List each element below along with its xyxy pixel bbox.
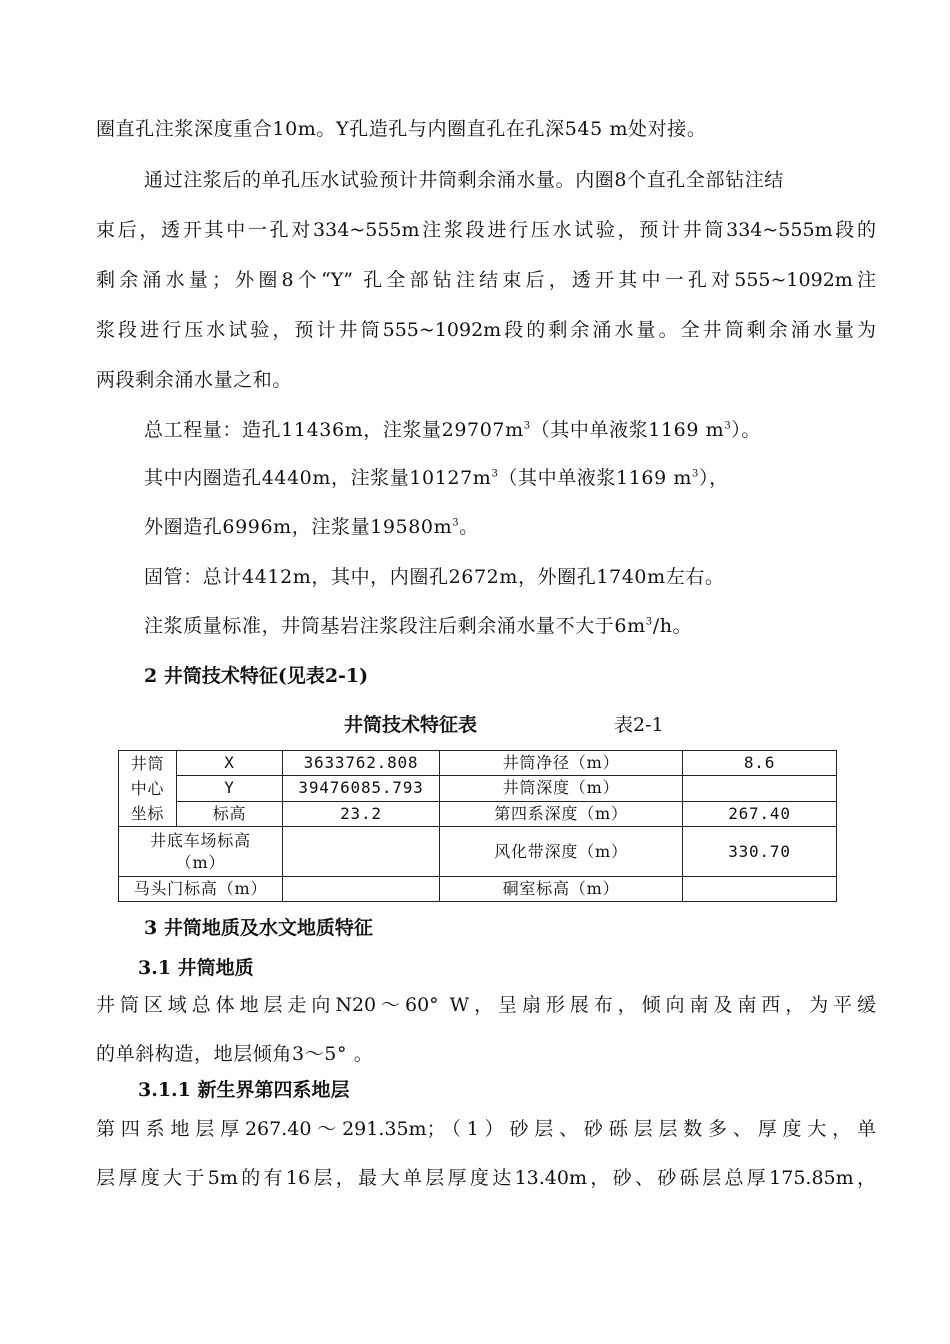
table-cell: 硐室标高（m） bbox=[440, 877, 683, 902]
table-cell: X bbox=[177, 751, 283, 776]
text-run: 总工程量：造孔11436m，注浆量29707m bbox=[144, 419, 524, 441]
table-cell bbox=[683, 877, 837, 902]
subsection-heading: 3.1.1 新生界第四系地层 bbox=[138, 1079, 350, 1101]
table-cell bbox=[283, 827, 440, 877]
table-cell: 井筒净径（m） bbox=[440, 751, 683, 776]
superscript: 3 bbox=[452, 517, 460, 529]
text-run: （其中单液浆1169 m bbox=[530, 419, 725, 441]
table-cell: Y bbox=[177, 776, 283, 801]
paragraph-line: 浆段进行压水试验，预计井筒555~1092m段的剩余涌水量。全井筒剩余涌水量为 bbox=[96, 319, 876, 341]
paragraph-line: 层厚度大于5m的有16层，最大单层厚度达13.40m，砂、砂砾层总厚175.85m， bbox=[96, 1167, 876, 1189]
table-row bbox=[119, 877, 837, 902]
table-title: 井筒技术特征表 bbox=[344, 714, 478, 736]
table-cell-line: 中心 bbox=[130, 779, 165, 798]
superscript: 3 bbox=[523, 420, 531, 432]
table-cell: 3633762.808 bbox=[283, 751, 440, 776]
table-cell: 8.6 bbox=[683, 751, 837, 776]
total-works-line bbox=[144, 418, 761, 442]
text-run: 注浆质量标准，井筒基岩注浆段注后剩余涌水量不大于6m bbox=[144, 615, 646, 637]
superscript: 3 bbox=[692, 468, 699, 480]
superscript: 3 bbox=[645, 616, 653, 628]
coordinate-group-label bbox=[119, 751, 177, 827]
table-row bbox=[119, 776, 837, 801]
text-run: /h。 bbox=[652, 615, 693, 637]
text-run: 其中内圈造孔4440m，注浆量10127m bbox=[144, 467, 492, 489]
table-cell: 第四系深度（m） bbox=[440, 801, 683, 826]
paragraph-line: 井筒区域总体地层走向N20～60° W，呈扇形展布，倾向南及南西，为平缓 bbox=[96, 994, 876, 1016]
section-heading: 2 井筒技术特征(见表2-1) bbox=[144, 665, 369, 687]
table-cell bbox=[119, 827, 283, 877]
table-cell bbox=[283, 877, 440, 902]
casing-line: 固管：总计4412m，其中，内圈孔2672m，外圈孔1740m左右。 bbox=[144, 566, 725, 588]
shaft-spec-table bbox=[118, 750, 837, 902]
table-cell: 23.2 bbox=[283, 801, 440, 826]
table-cell: 330.70 bbox=[683, 827, 837, 877]
table-cell: 39476085.793 bbox=[283, 776, 440, 801]
outer-ring-line bbox=[144, 515, 479, 539]
table-number: 表2-1 bbox=[614, 714, 664, 736]
text-run: （其中单液浆1169 m bbox=[498, 467, 693, 489]
text-run: ）。 bbox=[731, 419, 761, 441]
text-run: 。 bbox=[459, 516, 479, 538]
inner-ring-line bbox=[144, 466, 729, 490]
paragraph-line: 第四系地层厚267.40～291.35m；（1）砂层、砂砾层层数多、厚度大，单 bbox=[96, 1118, 876, 1140]
table-cell: 马头门标高（m） bbox=[119, 877, 283, 902]
text-run: 外圈造孔6996m，注浆量19580m bbox=[144, 516, 453, 538]
paragraph-line: 通过注浆后的单孔压水试验预计井筒剩余涌水量。内圈8个直孔全部钻注结 bbox=[144, 169, 784, 191]
table-cell-line: （m） bbox=[175, 852, 226, 872]
table-cell: 风化带深度（m） bbox=[440, 827, 683, 877]
table-cell bbox=[683, 776, 837, 801]
table-row bbox=[119, 801, 837, 826]
table-cell-line: 井筒 bbox=[130, 754, 165, 773]
quality-standard-line bbox=[144, 614, 692, 638]
table-cell: 井筒深度（m） bbox=[440, 776, 683, 801]
paragraph-line: 的单斜构造，地层倾角3～5° 。 bbox=[96, 1043, 374, 1065]
table-cell: 标高 bbox=[177, 801, 283, 826]
table-cell: 267.40 bbox=[683, 801, 837, 826]
superscript: 3 bbox=[491, 468, 499, 480]
paragraph-line: 圈直孔注浆深度重合10m。Y孔造孔与内圈直孔在孔深545 m处对接。 bbox=[96, 118, 707, 140]
paragraph-line: 束后，透开其中一孔对334~555m注浆段进行压水试验，预计井筒334~555m段的 bbox=[96, 219, 876, 241]
table-cell-line: 坐标 bbox=[130, 804, 165, 823]
table-row bbox=[119, 827, 837, 877]
text-run: ）， bbox=[699, 467, 729, 489]
table-row bbox=[119, 751, 837, 776]
section-heading: 3 井筒地质及水文地质特征 bbox=[144, 917, 373, 939]
superscript: 3 bbox=[724, 420, 732, 432]
paragraph-line: 剩余涌水量；外圈8个“Y” 孔全部钻注结束后，透开其中一孔对555~1092m注 bbox=[96, 269, 876, 291]
paragraph-line: 两段剩余涌水量之和。 bbox=[96, 369, 293, 391]
table-cell-line: 井底车场标高 bbox=[150, 830, 251, 850]
subsection-heading: 3.1 井筒地质 bbox=[138, 957, 254, 979]
